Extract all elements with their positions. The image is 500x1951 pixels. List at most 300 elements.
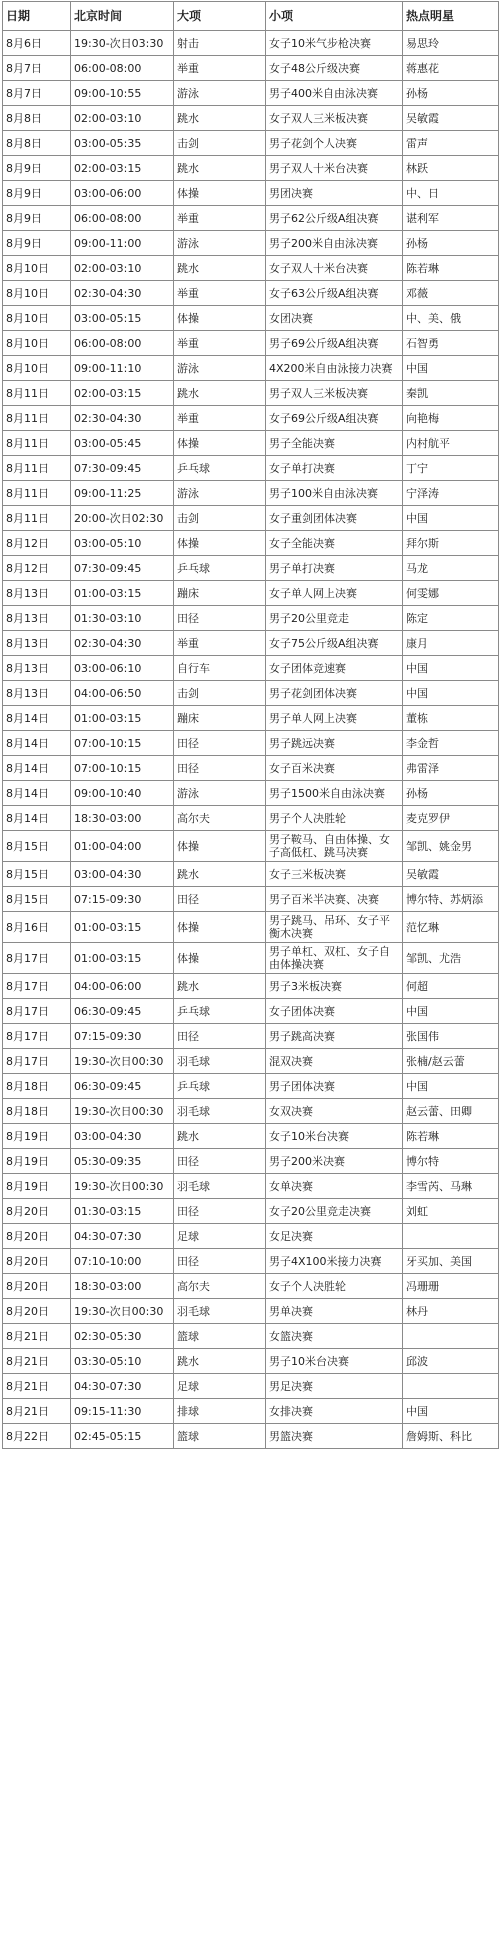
- cell-beijing-time: 19:30-次日00:30: [71, 1099, 174, 1124]
- cell-event: 男子双人十米台决赛: [266, 156, 403, 181]
- cell-sport: 射击: [174, 31, 266, 56]
- cell-beijing-time: 07:10-10:00: [71, 1249, 174, 1274]
- cell-beijing-time: 03:00-06:10: [71, 656, 174, 681]
- cell-event: 男子20公里竞走: [266, 606, 403, 631]
- cell-event: 女子重剑团体决赛: [266, 506, 403, 531]
- cell-date: 8月13日: [3, 631, 71, 656]
- cell-date: 8月10日: [3, 256, 71, 281]
- cell-sport: 跳水: [174, 106, 266, 131]
- cell-date: 8月20日: [3, 1274, 71, 1299]
- cell-beijing-time: 01:00-04:00: [71, 831, 174, 862]
- cell-event: 女子单打决赛: [266, 456, 403, 481]
- cell-beijing-time: 06:00-08:00: [71, 331, 174, 356]
- schedule-body: [3, 31, 499, 1449]
- cell-sport: 游泳: [174, 781, 266, 806]
- table-row: [3, 1099, 499, 1124]
- cell-sport: 游泳: [174, 231, 266, 256]
- cell-date: 8月11日: [3, 481, 71, 506]
- cell-star: 弗雷泽: [403, 756, 499, 781]
- cell-beijing-time: 01:30-03:15: [71, 1199, 174, 1224]
- table-row: [3, 1349, 499, 1374]
- cell-event: 男子团体决赛: [266, 1074, 403, 1099]
- table-row: [3, 1149, 499, 1174]
- cell-date: 8月13日: [3, 656, 71, 681]
- cell-event: 女子个人决胜轮: [266, 1274, 403, 1299]
- cell-event: 男子跳高决赛: [266, 1024, 403, 1049]
- cell-sport: 击剑: [174, 681, 266, 706]
- cell-sport: 羽毛球: [174, 1299, 266, 1324]
- cell-date: 8月13日: [3, 606, 71, 631]
- cell-sport: 体操: [174, 831, 266, 862]
- cell-date: 8月11日: [3, 381, 71, 406]
- table-row: [3, 231, 499, 256]
- table-row: [3, 156, 499, 181]
- cell-event: 4X200米自由泳接力决赛: [266, 356, 403, 381]
- table-row: [3, 887, 499, 912]
- cell-date: 8月14日: [3, 731, 71, 756]
- cell-event: 女子10米气步枪决赛: [266, 31, 403, 56]
- cell-star: [403, 1374, 499, 1399]
- cell-star: 中国: [403, 1399, 499, 1424]
- cell-date: 8月14日: [3, 756, 71, 781]
- cell-date: 8月17日: [3, 999, 71, 1024]
- table-row: [3, 731, 499, 756]
- cell-beijing-time: 09:00-11:25: [71, 481, 174, 506]
- cell-sport: 跳水: [174, 1124, 266, 1149]
- cell-beijing-time: 07:00-10:15: [71, 756, 174, 781]
- cell-beijing-time: 02:00-03:15: [71, 381, 174, 406]
- cell-date: 8月10日: [3, 306, 71, 331]
- cell-star: 马龙: [403, 556, 499, 581]
- cell-event: 女子69公斤级A组决赛: [266, 406, 403, 431]
- cell-star: 向艳梅: [403, 406, 499, 431]
- cell-star: 石智勇: [403, 331, 499, 356]
- cell-star: 中国: [403, 656, 499, 681]
- cell-beijing-time: 03:00-06:00: [71, 181, 174, 206]
- cell-star: 陈若琳: [403, 1124, 499, 1149]
- cell-event: 女子全能决赛: [266, 531, 403, 556]
- cell-sport: 田径: [174, 887, 266, 912]
- cell-event: 男子单人网上决赛: [266, 706, 403, 731]
- cell-beijing-time: 03:30-05:10: [71, 1349, 174, 1374]
- cell-sport: 篮球: [174, 1324, 266, 1349]
- cell-beijing-time: 04:00-06:00: [71, 974, 174, 999]
- cell-star: 麦克罗伊: [403, 806, 499, 831]
- header-star: 热点明星: [403, 2, 499, 31]
- cell-date: 8月19日: [3, 1174, 71, 1199]
- cell-date: 8月15日: [3, 887, 71, 912]
- cell-sport: 羽毛球: [174, 1099, 266, 1124]
- cell-beijing-time: 19:30-次日00:30: [71, 1299, 174, 1324]
- table-row: [3, 1424, 499, 1449]
- cell-beijing-time: 19:30-次日03:30: [71, 31, 174, 56]
- cell-star: 博尔特: [403, 1149, 499, 1174]
- table-row: [3, 206, 499, 231]
- table-row: [3, 1124, 499, 1149]
- table-row: [3, 781, 499, 806]
- cell-date: 8月21日: [3, 1324, 71, 1349]
- cell-date: 8月14日: [3, 806, 71, 831]
- cell-sport: 羽毛球: [174, 1049, 266, 1074]
- table-row: [3, 806, 499, 831]
- cell-beijing-time: 02:30-04:30: [71, 406, 174, 431]
- cell-date: 8月14日: [3, 781, 71, 806]
- table-row: [3, 331, 499, 356]
- cell-date: 8月15日: [3, 831, 71, 862]
- cell-date: 8月22日: [3, 1424, 71, 1449]
- cell-sport: 田径: [174, 731, 266, 756]
- cell-event: 男足决赛: [266, 1374, 403, 1399]
- cell-star: 中、日: [403, 181, 499, 206]
- cell-sport: 乒乓球: [174, 456, 266, 481]
- cell-beijing-time: 04:00-06:50: [71, 681, 174, 706]
- cell-star: 詹姆斯、科比: [403, 1424, 499, 1449]
- cell-star: 谌利军: [403, 206, 499, 231]
- header-row: [3, 2, 499, 31]
- cell-beijing-time: 05:30-09:35: [71, 1149, 174, 1174]
- cell-beijing-time: 07:15-09:30: [71, 1024, 174, 1049]
- cell-beijing-time: 07:15-09:30: [71, 887, 174, 912]
- cell-beijing-time: 20:00-次日02:30: [71, 506, 174, 531]
- cell-sport: 游泳: [174, 356, 266, 381]
- table-row: [3, 1324, 499, 1349]
- table-row: [3, 56, 499, 81]
- table-row: [3, 1074, 499, 1099]
- cell-star: 吴敏霞: [403, 106, 499, 131]
- cell-sport: 自行车: [174, 656, 266, 681]
- table-row: [3, 306, 499, 331]
- table-row: [3, 999, 499, 1024]
- cell-beijing-time: 01:00-03:15: [71, 912, 174, 943]
- cell-sport: 体操: [174, 531, 266, 556]
- cell-star: 孙杨: [403, 81, 499, 106]
- cell-date: 8月13日: [3, 581, 71, 606]
- table-row: [3, 656, 499, 681]
- cell-event: 男子100米自由泳决赛: [266, 481, 403, 506]
- header-beijing-time: 北京时间: [71, 2, 174, 31]
- cell-event: 女子团体竞速赛: [266, 656, 403, 681]
- cell-beijing-time: 06:00-08:00: [71, 206, 174, 231]
- table-row: [3, 31, 499, 56]
- cell-date: 8月12日: [3, 531, 71, 556]
- cell-star: 李雪芮、马琳: [403, 1174, 499, 1199]
- cell-sport: 足球: [174, 1374, 266, 1399]
- cell-star: 蒋惠花: [403, 56, 499, 81]
- table-row: [3, 1274, 499, 1299]
- header-sport: 大项: [174, 2, 266, 31]
- cell-event: 男子跳远决赛: [266, 731, 403, 756]
- cell-sport: 乒乓球: [174, 999, 266, 1024]
- cell-sport: 田径: [174, 606, 266, 631]
- cell-star: 张楠/赵云蕾: [403, 1049, 499, 1074]
- cell-date: 8月9日: [3, 181, 71, 206]
- cell-star: 易思玲: [403, 31, 499, 56]
- cell-beijing-time: 02:30-04:30: [71, 281, 174, 306]
- cell-star: 中国: [403, 356, 499, 381]
- cell-star: 秦凯: [403, 381, 499, 406]
- cell-date: 8月10日: [3, 281, 71, 306]
- cell-event: 男子1500米自由泳决赛: [266, 781, 403, 806]
- cell-sport: 篮球: [174, 1424, 266, 1449]
- cell-sport: 跳水: [174, 256, 266, 281]
- cell-star: 林跃: [403, 156, 499, 181]
- cell-sport: 田径: [174, 1199, 266, 1224]
- table-row: [3, 1249, 499, 1274]
- cell-star: 林丹: [403, 1299, 499, 1324]
- cell-beijing-time: 07:30-09:45: [71, 456, 174, 481]
- cell-beijing-time: 03:00-04:30: [71, 1124, 174, 1149]
- cell-event: 女子75公斤级A组决赛: [266, 631, 403, 656]
- cell-beijing-time: 02:45-05:15: [71, 1424, 174, 1449]
- cell-beijing-time: 09:00-10:55: [71, 81, 174, 106]
- cell-event: 女足决赛: [266, 1224, 403, 1249]
- cell-date: 8月20日: [3, 1299, 71, 1324]
- cell-star: [403, 1324, 499, 1349]
- cell-date: 8月13日: [3, 681, 71, 706]
- table-row: [3, 506, 499, 531]
- cell-sport: 跳水: [174, 974, 266, 999]
- cell-date: 8月20日: [3, 1224, 71, 1249]
- cell-sport: 举重: [174, 631, 266, 656]
- cell-event: 男子花剑个人决赛: [266, 131, 403, 156]
- cell-star: 赵云蕾、田卿: [403, 1099, 499, 1124]
- cell-event: 女子48公斤级决赛: [266, 56, 403, 81]
- cell-event: 女子百米决赛: [266, 756, 403, 781]
- cell-sport: 高尔夫: [174, 1274, 266, 1299]
- cell-star: 吴敏霞: [403, 862, 499, 887]
- cell-event: 男子跳马、吊环、女子平衡木决赛: [266, 912, 403, 943]
- cell-star: 中国: [403, 1074, 499, 1099]
- cell-sport: 举重: [174, 206, 266, 231]
- cell-star: 博尔特、苏炳添: [403, 887, 499, 912]
- cell-event: 女双决赛: [266, 1099, 403, 1124]
- cell-star: 范忆琳: [403, 912, 499, 943]
- cell-sport: 跳水: [174, 1349, 266, 1374]
- table-row: [3, 1399, 499, 1424]
- cell-sport: 羽毛球: [174, 1174, 266, 1199]
- cell-beijing-time: 18:30-03:00: [71, 806, 174, 831]
- cell-star: 冯珊珊: [403, 1274, 499, 1299]
- cell-sport: 体操: [174, 431, 266, 456]
- table-row: [3, 181, 499, 206]
- cell-sport: 排球: [174, 1399, 266, 1424]
- cell-sport: 游泳: [174, 81, 266, 106]
- table-row: [3, 1174, 499, 1199]
- cell-beijing-time: 04:30-07:30: [71, 1224, 174, 1249]
- cell-sport: 跳水: [174, 381, 266, 406]
- cell-date: 8月10日: [3, 331, 71, 356]
- cell-event: 女子10米台决赛: [266, 1124, 403, 1149]
- header-event: 小项: [266, 2, 403, 31]
- cell-sport: 击剑: [174, 131, 266, 156]
- header-date: 日期: [3, 2, 71, 31]
- cell-date: 8月12日: [3, 556, 71, 581]
- cell-event: 女子团体决赛: [266, 999, 403, 1024]
- cell-beijing-time: 03:00-05:10: [71, 531, 174, 556]
- cell-star: 中国: [403, 999, 499, 1024]
- cell-event: 男子4X100米接力决赛: [266, 1249, 403, 1274]
- cell-date: 8月17日: [3, 1024, 71, 1049]
- cell-sport: 田径: [174, 1149, 266, 1174]
- cell-date: 8月11日: [3, 431, 71, 456]
- table-row: [3, 431, 499, 456]
- cell-beijing-time: 07:00-10:15: [71, 731, 174, 756]
- cell-beijing-time: 07:30-09:45: [71, 556, 174, 581]
- table-row: [3, 81, 499, 106]
- cell-beijing-time: 09:00-11:00: [71, 231, 174, 256]
- cell-sport: 举重: [174, 331, 266, 356]
- cell-date: 8月7日: [3, 81, 71, 106]
- table-row: [3, 681, 499, 706]
- cell-sport: 田径: [174, 756, 266, 781]
- cell-star: 陈若琳: [403, 256, 499, 281]
- table-row: [3, 974, 499, 999]
- cell-event: 女子63公斤级A组决赛: [266, 281, 403, 306]
- cell-star: 中国: [403, 506, 499, 531]
- cell-event: 女篮决赛: [266, 1324, 403, 1349]
- cell-sport: 田径: [174, 1024, 266, 1049]
- cell-star: 邹凯、姚金男: [403, 831, 499, 862]
- cell-star: 拜尔斯: [403, 531, 499, 556]
- cell-event: 男团决赛: [266, 181, 403, 206]
- cell-beijing-time: 06:30-09:45: [71, 999, 174, 1024]
- cell-date: 8月7日: [3, 56, 71, 81]
- cell-beijing-time: 01:30-03:10: [71, 606, 174, 631]
- cell-star: 邓薇: [403, 281, 499, 306]
- cell-sport: 乒乓球: [174, 556, 266, 581]
- cell-star: 内村航平: [403, 431, 499, 456]
- table-row: [3, 1199, 499, 1224]
- cell-beijing-time: 02:00-03:15: [71, 156, 174, 181]
- table-row: [3, 1049, 499, 1074]
- cell-date: 8月21日: [3, 1349, 71, 1374]
- table-row: [3, 356, 499, 381]
- table-row: [3, 943, 499, 974]
- cell-sport: 击剑: [174, 506, 266, 531]
- table-row: [3, 606, 499, 631]
- cell-event: 女单决赛: [266, 1174, 403, 1199]
- cell-event: 男子400米自由泳决赛: [266, 81, 403, 106]
- cell-beijing-time: 02:00-03:10: [71, 106, 174, 131]
- cell-star: 李金哲: [403, 731, 499, 756]
- cell-event: 女排决赛: [266, 1399, 403, 1424]
- cell-event: 女子双人三米板决赛: [266, 106, 403, 131]
- cell-date: 8月8日: [3, 131, 71, 156]
- cell-sport: 足球: [174, 1224, 266, 1249]
- cell-star: 孙杨: [403, 781, 499, 806]
- cell-sport: 体操: [174, 181, 266, 206]
- cell-date: 8月9日: [3, 231, 71, 256]
- cell-event: 男子全能决赛: [266, 431, 403, 456]
- cell-date: 8月16日: [3, 912, 71, 943]
- cell-star: [403, 1224, 499, 1249]
- cell-star: 邱波: [403, 1349, 499, 1374]
- cell-date: 8月11日: [3, 506, 71, 531]
- cell-date: 8月18日: [3, 1074, 71, 1099]
- table-row: [3, 831, 499, 862]
- table-row: [3, 131, 499, 156]
- cell-date: 8月20日: [3, 1199, 71, 1224]
- cell-event: 女团决赛: [266, 306, 403, 331]
- cell-event: 男子个人决胜轮: [266, 806, 403, 831]
- cell-star: 宁泽涛: [403, 481, 499, 506]
- cell-event: 男子200米决赛: [266, 1149, 403, 1174]
- cell-event: 男单决赛: [266, 1299, 403, 1324]
- table-row: [3, 531, 499, 556]
- table-row: [3, 912, 499, 943]
- cell-date: 8月21日: [3, 1399, 71, 1424]
- cell-event: 男子花剑团体决赛: [266, 681, 403, 706]
- cell-beijing-time: 01:00-03:15: [71, 943, 174, 974]
- cell-beijing-time: 03:00-05:35: [71, 131, 174, 156]
- cell-date: 8月9日: [3, 156, 71, 181]
- cell-beijing-time: 06:00-08:00: [71, 56, 174, 81]
- table-row: [3, 756, 499, 781]
- cell-date: 8月19日: [3, 1124, 71, 1149]
- cell-event: 女子双人十米台决赛: [266, 256, 403, 281]
- cell-sport: 体操: [174, 306, 266, 331]
- cell-beijing-time: 06:30-09:45: [71, 1074, 174, 1099]
- table-row: [3, 581, 499, 606]
- table-row: [3, 1374, 499, 1399]
- cell-sport: 游泳: [174, 481, 266, 506]
- cell-date: 8月10日: [3, 356, 71, 381]
- cell-sport: 举重: [174, 281, 266, 306]
- cell-star: 雷声: [403, 131, 499, 156]
- cell-date: 8月11日: [3, 456, 71, 481]
- cell-date: 8月6日: [3, 31, 71, 56]
- cell-date: 8月8日: [3, 106, 71, 131]
- cell-star: 刘虹: [403, 1199, 499, 1224]
- cell-star: 康月: [403, 631, 499, 656]
- cell-event: 男子69公斤级A组决赛: [266, 331, 403, 356]
- cell-sport: 体操: [174, 912, 266, 943]
- cell-event: 男子单杠、双杠、女子自由体操决赛: [266, 943, 403, 974]
- table-row: [3, 481, 499, 506]
- cell-star: 孙杨: [403, 231, 499, 256]
- cell-star: 邹凯、尤浩: [403, 943, 499, 974]
- table-row: [3, 406, 499, 431]
- cell-sport: 跳水: [174, 156, 266, 181]
- cell-date: 8月17日: [3, 974, 71, 999]
- cell-event: 混双决赛: [266, 1049, 403, 1074]
- cell-sport: 体操: [174, 943, 266, 974]
- cell-star: 何超: [403, 974, 499, 999]
- cell-date: 8月9日: [3, 206, 71, 231]
- cell-date: 8月18日: [3, 1099, 71, 1124]
- cell-beijing-time: 02:00-03:10: [71, 256, 174, 281]
- table-row: [3, 631, 499, 656]
- cell-date: 8月15日: [3, 862, 71, 887]
- cell-event: 女子三米板决赛: [266, 862, 403, 887]
- cell-beijing-time: 03:00-05:45: [71, 431, 174, 456]
- cell-beijing-time: 09:00-10:40: [71, 781, 174, 806]
- table-row: [3, 456, 499, 481]
- cell-event: 女子20公里竞走决赛: [266, 1199, 403, 1224]
- cell-sport: 田径: [174, 1249, 266, 1274]
- cell-event: 男子62公斤级A组决赛: [266, 206, 403, 231]
- cell-sport: 蹦床: [174, 581, 266, 606]
- cell-sport: 举重: [174, 406, 266, 431]
- cell-sport: 蹦床: [174, 706, 266, 731]
- cell-beijing-time: 18:30-03:00: [71, 1274, 174, 1299]
- table-row: [3, 256, 499, 281]
- cell-event: 男子3米板决赛: [266, 974, 403, 999]
- cell-sport: 乒乓球: [174, 1074, 266, 1099]
- cell-beijing-time: 02:30-04:30: [71, 631, 174, 656]
- table-row: [3, 281, 499, 306]
- cell-event: 男子10米台决赛: [266, 1349, 403, 1374]
